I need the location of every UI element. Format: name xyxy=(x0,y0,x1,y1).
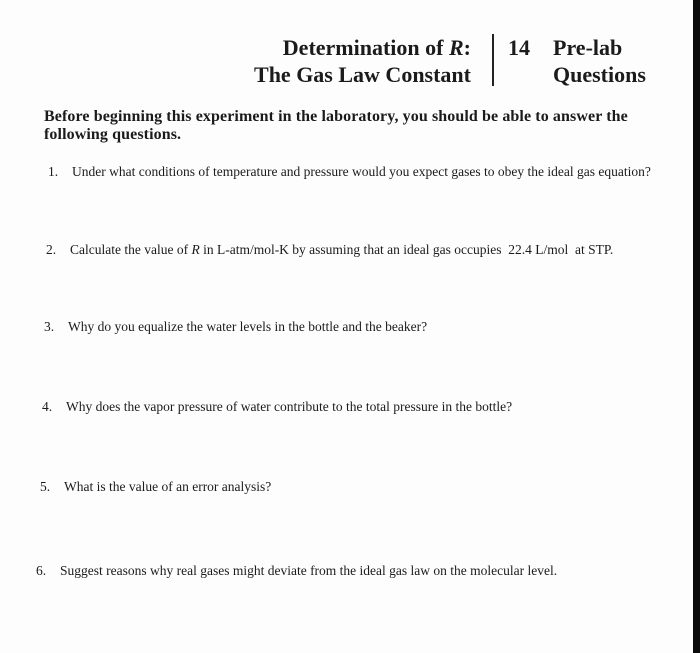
question-text: What is the value of an error analysis? xyxy=(64,479,272,494)
question-number: 1. xyxy=(48,164,59,179)
chapter-label-line-1: Pre-lab xyxy=(553,35,623,60)
question-1 xyxy=(48,164,651,180)
question-5 xyxy=(40,479,271,495)
question-number: 4. xyxy=(42,399,53,414)
question-text: Why do you equalize the water levels in the bottle and the beaker? xyxy=(68,319,428,334)
question-number: 2. xyxy=(46,242,57,257)
instructions-paragraph: Before beginning this experiment in the laboratory, you should be able to answer the following questions. xyxy=(44,108,628,143)
experiment-title xyxy=(254,34,471,88)
question-number: 5. xyxy=(40,479,51,494)
question-text: Why does the vapor pressure of water contribute to the total pressure in the bottle? xyxy=(66,399,513,414)
question-2: 2. Calculate the value of R in L-atm/mol-K by assuming that an ideal gas occupies 22.4 L/mol at STP. xyxy=(46,242,614,257)
question-3 xyxy=(44,319,427,335)
question-6 xyxy=(36,563,557,579)
question-text: Under what conditions of temperature and pressure would you expect gases to obey the ideal gas equation? xyxy=(72,164,651,179)
question-number: 6. xyxy=(36,563,47,578)
chapter-label-line-2: Questions xyxy=(553,62,646,87)
title-line-2: The Gas Law Constant xyxy=(254,62,471,87)
question-4 xyxy=(42,399,512,415)
title-line-1: Determination of R: xyxy=(282,35,471,60)
title-variable-r: R xyxy=(448,35,464,60)
question-text: Suggest reasons why real gases might deviate from the ideal gas law on the molecular level. xyxy=(60,563,558,578)
title-divider xyxy=(492,34,494,86)
variable-r: R xyxy=(191,242,200,257)
dark-edge xyxy=(693,0,700,653)
chapter-number: 14 xyxy=(508,35,530,60)
question-number: 3. xyxy=(44,319,55,334)
